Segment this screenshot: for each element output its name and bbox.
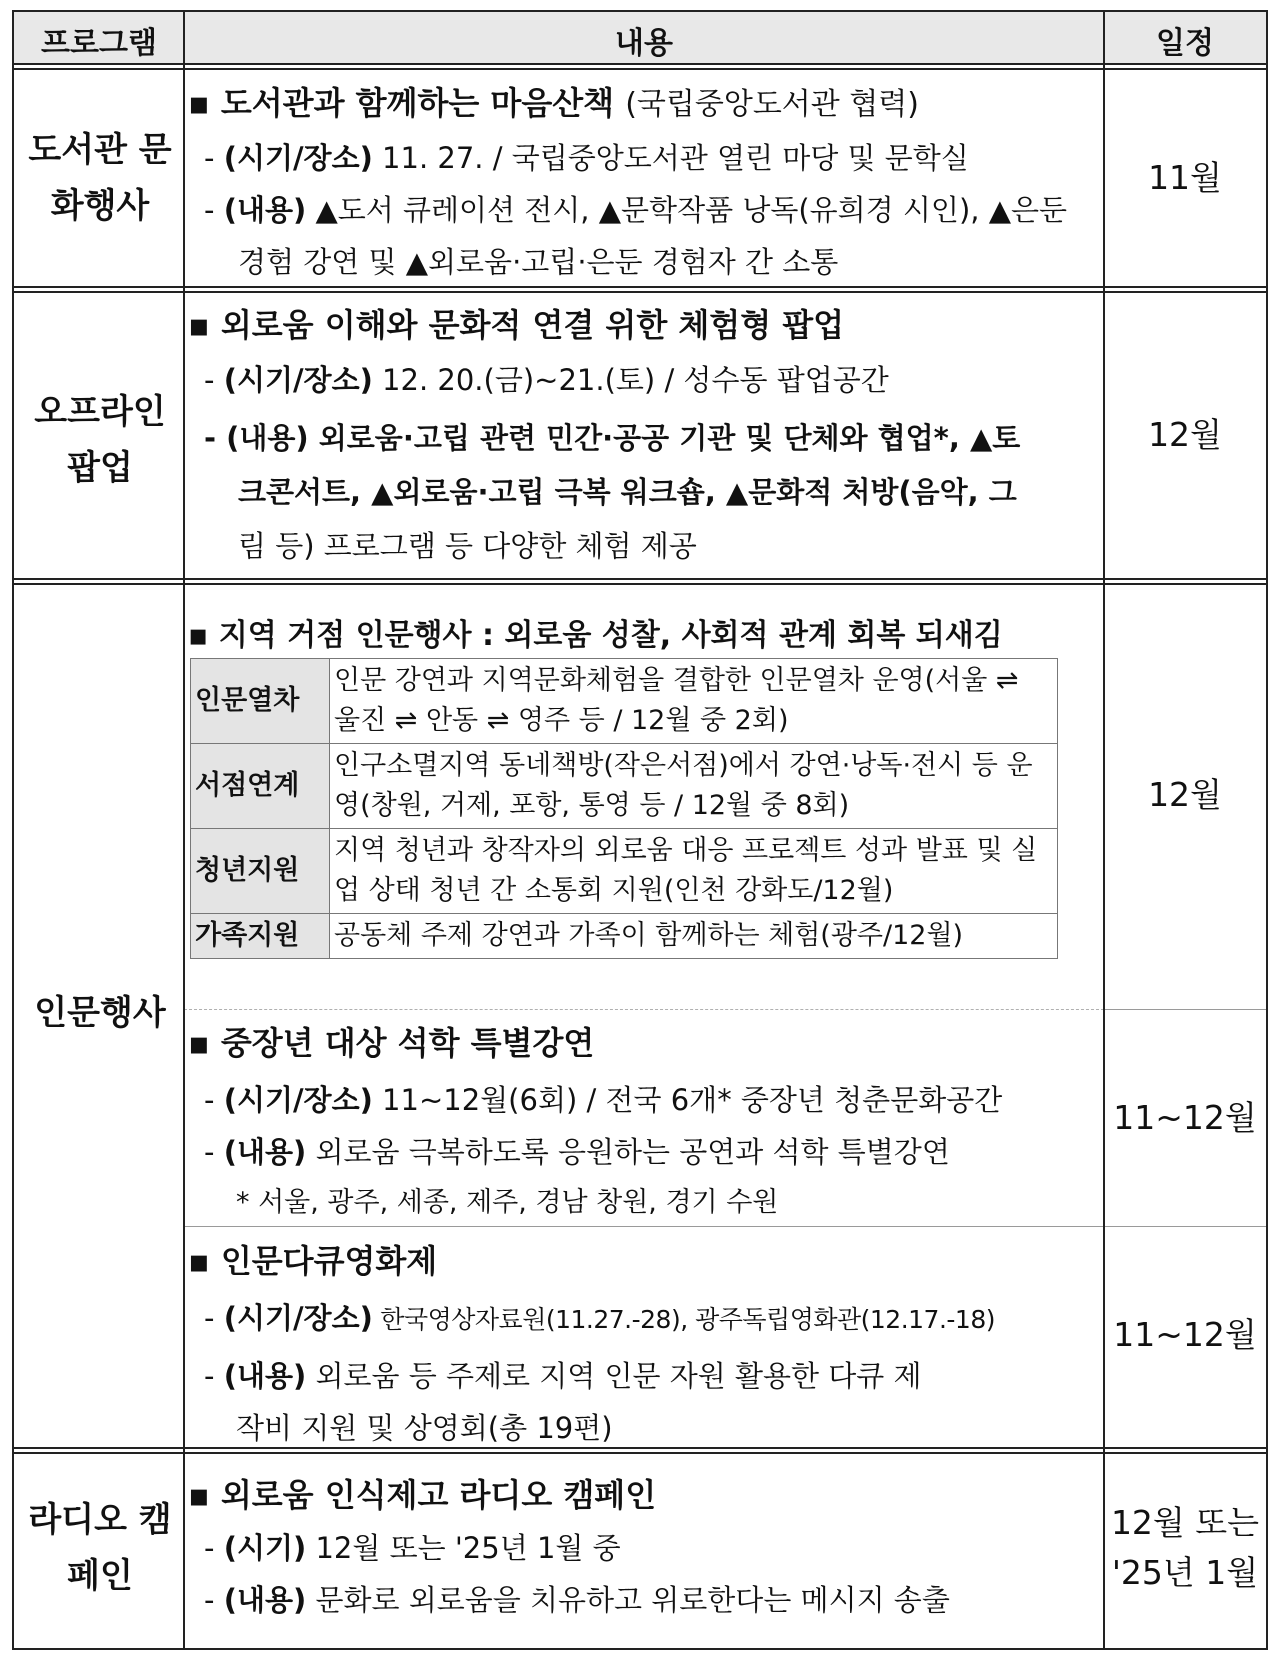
schedule-library: 11월 — [1148, 158, 1222, 197]
row-title: ▪ 지역 거점 인문행사 : 외로움 성찰, 사회적 관계 회복 되새김 — [188, 618, 1003, 653]
detail-value: 인문 강연과 지역문화체험을 결합한 인문열차 운영(서울 ⇌ 울진 ⇌ 안동 ⇌ 영주 등 / 12월 중 2회) — [330, 659, 1058, 744]
period-label: (시기) — [223, 1531, 307, 1565]
grid-line — [12, 1648, 1268, 1650]
detail-value: 인구소멸지역 동네책방(작은서점)에서 강연·낭독·전시 등 운영(창원, 거제, 포항, 통영 등 / 12월 중 8회) — [330, 744, 1058, 829]
content-text: 외로움 극복하도록 응원하는 공연과 석학 특별강연 — [306, 1135, 950, 1169]
content-line: - (내용) 외로움·고립 관련 민간·공공 기관 및 단체와 협업*, ▲토 — [204, 421, 1021, 455]
grid-line — [12, 1452, 1268, 1454]
schedule-humanities-2: 11~12월 — [1113, 1098, 1257, 1137]
period-text: 12. 20.(금)~21.(토) / 성수동 팝업공간 — [372, 363, 889, 397]
period-text: 12월 또는 '25년 1월 중 — [306, 1531, 621, 1565]
grid-line — [12, 583, 1268, 585]
row-title: ▪ 도서관과 함께하는 마음산책 (국립중앙도서관 협력) — [188, 84, 919, 122]
period-label: (시기/장소) — [223, 1083, 373, 1117]
header-program: 프로그램 — [41, 26, 157, 61]
detail-key: 인문열차 — [191, 659, 330, 744]
content-line: 경험 강연 및 ▲외로움·고립·은둔 경험자 간 소통 — [238, 245, 839, 279]
detail-key: 서점연계 — [191, 744, 330, 829]
grid-line — [183, 10, 185, 1650]
footnote: * 서울, 광주, 세종, 제주, 경남 창원, 경기 수원 — [236, 1187, 779, 1218]
title-note: (국립중앙도서관 협력) — [625, 87, 919, 122]
grid-line — [12, 286, 1268, 288]
title-popup: 외로움 이해와 문화적 연결 위한 체험형 팝업 — [220, 306, 845, 344]
grid-line — [12, 10, 1268, 12]
row-title: ▪ 인문다큐영화제 — [188, 1242, 438, 1280]
content-label: (내용) — [223, 1359, 307, 1393]
content-line: - (내용) 외로움 극복하도록 응원하는 공연과 석학 특별강연 — [204, 1135, 950, 1169]
period-label: (시기/장소) — [223, 1301, 373, 1335]
program-library: 도서관 문화행사 — [28, 130, 172, 226]
title-radio: 외로움 인식제고 라디오 캠페인 — [220, 1476, 657, 1514]
period-label: (시기/장소) — [223, 363, 373, 397]
content-line: 작비 지원 및 상영회(총 19편) — [236, 1411, 613, 1445]
program-humanities: 인문행사 — [34, 993, 166, 1033]
header-schedule: 일정 — [1156, 26, 1214, 61]
content-text: 외로움·고립 관련 민간·공공 기관 및 단체와 협업*, ▲토 — [308, 421, 1021, 455]
period-line: - (시기/장소) 11~12월(6회) / 전국 6개* 중장년 청춘문화공간 — [204, 1083, 1003, 1117]
period-line: - (시기/장소) 11. 27. / 국립중앙도서관 열린 마당 및 문학실 — [204, 141, 969, 175]
content-label: (내용) — [223, 1583, 307, 1617]
period-line: - (시기/장소) 한국영상자료원(11.27.-28), 광주독립영화관(12.17.-18) — [204, 1301, 995, 1335]
detail-key: 가족지원 — [191, 914, 330, 959]
program-popup: 오프라인 팝업 — [34, 392, 166, 488]
grid-line — [184, 1009, 1104, 1010]
table-row — [191, 744, 1058, 829]
content-line: 림 등) 프로그램 등 다양한 체험 제공 — [238, 529, 697, 563]
grid-line — [12, 10, 14, 1650]
schedule-popup: 12월 — [1148, 415, 1222, 454]
period-line: - (시기/장소) 12. 20.(금)~21.(토) / 성수동 팝업공간 — [204, 363, 889, 397]
title-library: 도서관과 함께하는 마음산책 — [220, 84, 615, 122]
schedule-radio: 12월 또는 '25년 1월 — [1110, 1503, 1260, 1592]
period-text: 한국영상자료원(11.27.-28), 광주독립영화관(12.17.-18) — [372, 1305, 995, 1334]
period-line: - (시기) 12월 또는 '25년 1월 중 — [204, 1531, 621, 1565]
content-label: (내용) — [223, 1135, 307, 1169]
grid-line — [1104, 1009, 1268, 1010]
content-line: - (내용) ▲도서 큐레이션 전시, ▲문학작품 낭독(유희경 시인), ▲은둔 — [204, 193, 1068, 227]
content-text: 외로움 등 주제로 지역 인문 자원 활용한 다큐 제 — [306, 1359, 922, 1393]
grid-line — [12, 63, 1268, 65]
table-row — [191, 659, 1058, 744]
title-humanities-2: 중장년 대상 석학 특별강연 — [220, 1024, 595, 1062]
content-label: (내용) — [223, 193, 307, 227]
content-line: - (내용) 문화로 외로움을 치유하고 위로한다는 메시지 송출 — [204, 1583, 950, 1617]
content-label: (내용) — [226, 421, 309, 455]
table-row — [191, 914, 1058, 959]
period-text: 11~12월(6회) / 전국 6개* 중장년 청춘문화공간 — [372, 1083, 1003, 1117]
content-line: 크콘서트, ▲외로움·고립 극복 워크숍, ▲문화적 처방(음악, 그 — [238, 475, 1017, 509]
grid-line — [12, 291, 1268, 293]
period-text: 11. 27. / 국립중앙도서관 열린 마당 및 문학실 — [372, 141, 969, 175]
content-text: ▲도서 큐레이션 전시, ▲문학작품 낭독(유희경 시인), ▲은둔 — [306, 193, 1068, 227]
header-content: 내용 — [615, 26, 673, 61]
grid-line — [12, 1447, 1268, 1449]
content-line: - (내용) 외로움 등 주제로 지역 인문 자원 활용한 다큐 제 — [204, 1359, 922, 1393]
row-title: ▪ 중장년 대상 석학 특별강연 — [188, 1024, 595, 1062]
detail-value: 공동체 주제 강연과 가족이 함께하는 체험(광주/12월) — [330, 914, 1058, 959]
schedule-humanities-3: 11~12월 — [1113, 1315, 1257, 1354]
program-radio: 라디오 캠페인 — [28, 1500, 172, 1596]
table-row — [191, 829, 1058, 914]
grid-line — [184, 1226, 1268, 1227]
program-detail-table — [190, 658, 1058, 959]
grid-line — [12, 578, 1268, 580]
grid-line — [12, 68, 1268, 70]
title-humanities-1: 지역 거점 인문행사 : 외로움 성찰, 사회적 관계 회복 되새김 — [218, 618, 1003, 653]
content-text: 문화로 외로움을 치유하고 위로한다는 메시지 송출 — [306, 1583, 950, 1617]
grid-line — [1103, 10, 1105, 1650]
row-title: ▪ 외로움 이해와 문화적 연결 위한 체험형 팝업 — [188, 306, 845, 344]
row-title: ▪ 외로움 인식제고 라디오 캠페인 — [188, 1476, 657, 1514]
detail-key: 청년지원 — [191, 829, 330, 914]
detail-value: 지역 청년과 창작자의 외로움 대응 프로젝트 성과 발표 및 실업 상태 청년 간 소통회 지원(인천 강화도/12월) — [330, 829, 1058, 914]
title-humanities-3: 인문다큐영화제 — [220, 1242, 438, 1280]
schedule-humanities-1: 12월 — [1148, 775, 1222, 814]
grid-line — [1266, 10, 1268, 1650]
period-label: (시기/장소) — [223, 141, 373, 175]
